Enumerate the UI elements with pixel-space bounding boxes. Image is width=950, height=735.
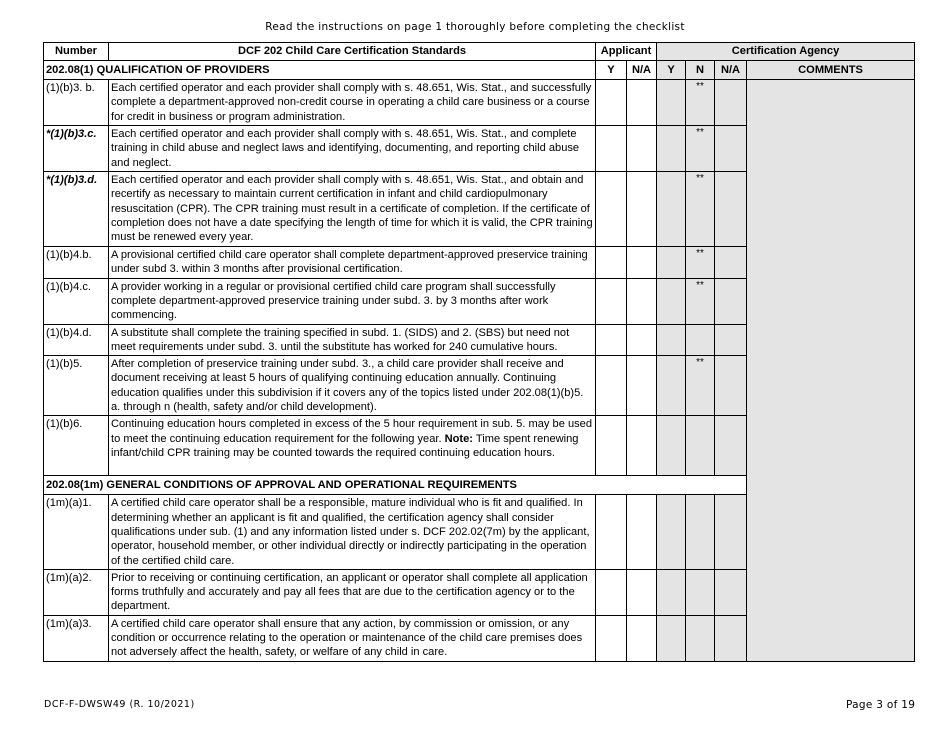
applicant-y-cell[interactable] bbox=[596, 126, 627, 172]
applicant-y-cell[interactable] bbox=[596, 278, 627, 324]
agency-y-cell[interactable] bbox=[657, 416, 686, 476]
applicant-na-cell[interactable] bbox=[627, 615, 657, 661]
agency-na-cell[interactable] bbox=[715, 172, 747, 247]
applicant-y-cell[interactable] bbox=[596, 569, 627, 615]
applicant-na-cell[interactable] bbox=[627, 569, 657, 615]
agency-n-cell[interactable] bbox=[686, 615, 715, 661]
agency-y-cell[interactable] bbox=[657, 80, 686, 126]
standard-text: A certified child care operator shall be a responsible, mature individual who is fit and qualified. In determining whether an applicant is fit and qualified, the certification agency shall consider qualifications under sub. (1) and any information listed under s. DCF 202.02(7m) by the applicant, operator, household member, or other individual directly or indirectly participating in the operation of the certified child care. bbox=[109, 495, 596, 569]
standard-text: Prior to receiving or continuing certification, an applicant or operator shall complete all application forms truthfully and accurately and pay all fees that are due to the certification agency or to the department. bbox=[109, 569, 596, 615]
applicant-y-cell[interactable] bbox=[596, 416, 627, 476]
agency-na-cell[interactable] bbox=[715, 416, 747, 476]
agency-y-cell[interactable] bbox=[657, 615, 686, 661]
agency-y-cell[interactable] bbox=[657, 172, 686, 247]
agency-na-cell[interactable] bbox=[715, 495, 747, 569]
standard-text: Each certified operator and each provider shall comply with s. 48.651, Wis. Stat., and successfully complete a department-approved non-credit course in operating a child care business or a course for credit in business or program administration. bbox=[109, 80, 596, 126]
section-heading-qualification: 202.08(1) QUALIFICATION OF PROVIDERS bbox=[44, 61, 596, 80]
agency-na-cell[interactable] bbox=[715, 324, 747, 356]
applicant-na-cell[interactable] bbox=[627, 126, 657, 172]
agency-na-cell[interactable] bbox=[715, 80, 747, 126]
standard-number: (1)(b)4.b. bbox=[44, 247, 109, 279]
standard-number: *(1)(b)3.c. bbox=[44, 126, 109, 172]
agency-na-header: N/A bbox=[715, 61, 747, 80]
agency-n-cell[interactable] bbox=[686, 495, 715, 569]
applicant-y-header: Y bbox=[596, 61, 627, 80]
comments-area[interactable] bbox=[747, 80, 915, 662]
applicant-na-cell[interactable] bbox=[627, 278, 657, 324]
agency-y-cell[interactable] bbox=[657, 495, 686, 569]
applicant-na-cell[interactable] bbox=[627, 247, 657, 279]
applicant-header: Applicant bbox=[596, 43, 657, 61]
agency-y-cell[interactable] bbox=[657, 324, 686, 356]
number-header: Number bbox=[44, 43, 109, 61]
certification-agency-header: Certification Agency bbox=[657, 43, 915, 61]
agency-n-cell[interactable] bbox=[686, 324, 715, 356]
agency-n-header: N bbox=[686, 61, 715, 80]
standard-number: (1m)(a)1. bbox=[44, 495, 109, 569]
standard-number: (1)(b)5. bbox=[44, 356, 109, 416]
comments-header: COMMENTS bbox=[747, 61, 915, 80]
agency-na-cell[interactable] bbox=[715, 278, 747, 324]
applicant-na-cell[interactable] bbox=[627, 416, 657, 476]
table-row bbox=[44, 80, 915, 126]
standard-text: Each certified operator and each provider shall comply with s. 48.651, Wis. Stat., and complete training in child abuse and neglect laws and identifying, documenting, and reporting child abuse and neglect. bbox=[109, 126, 596, 172]
standard-text: A substitute shall complete the training specified in subd. 1. (SIDS) and 2. (SBS) but need not meet requirements under subd. 3. until the substitute has worked for 240 cumulative hours. bbox=[109, 324, 596, 356]
standard-number: (1)(b)6. bbox=[44, 416, 109, 476]
agency-y-header: Y bbox=[657, 61, 686, 80]
standard-text: After completion of preservice training under subd. 3., a child care provider shall receive and document receiving at least 5 hours of qualifying continuing education annually. Continuing education qualifies under this subdivision if it covers any of the topics listed under 202.08(1)(b)5. a. through n (health, safety and/or child development). bbox=[109, 356, 596, 416]
standard-text: A certified child care operator shall ensure that any action, by commission or omission, or any condition or occurrence relating to the operation or maintenance of the child care premises does not adversely affect the health, safety, or welfare of any child in care. bbox=[109, 615, 596, 661]
agency-n-cell[interactable] bbox=[686, 569, 715, 615]
applicant-y-cell[interactable] bbox=[596, 356, 627, 416]
agency-n-cell[interactable]: ** bbox=[686, 80, 715, 126]
standard-text bbox=[109, 416, 596, 476]
agency-n-cell[interactable] bbox=[686, 416, 715, 476]
agency-n-cell[interactable]: ** bbox=[686, 247, 715, 279]
agency-n-cell[interactable]: ** bbox=[686, 278, 715, 324]
agency-y-cell[interactable] bbox=[657, 356, 686, 416]
certification-checklist-table bbox=[43, 42, 915, 662]
applicant-y-cell[interactable] bbox=[596, 495, 627, 569]
applicant-na-cell[interactable] bbox=[627, 324, 657, 356]
applicant-na-header: N/A bbox=[627, 61, 657, 80]
standards-header: DCF 202 Child Care Certification Standards bbox=[109, 43, 596, 61]
standard-number: (1m)(a)2. bbox=[44, 569, 109, 615]
applicant-na-cell[interactable] bbox=[627, 495, 657, 569]
instructions-note: Read the instructions on page 1 thoroughly before completing the checklist bbox=[265, 21, 685, 33]
agency-na-cell[interactable] bbox=[715, 569, 747, 615]
standard-number: (1)(b)4.d. bbox=[44, 324, 109, 356]
standard-text: Each certified operator and each provider shall comply with s. 48.651, Wis. Stat., and obtain and recertify as necessary to maintain current certification in infant and child cardiopulmonary resuscitation (CPR). The CPR training must result in a certificate of completion. If the certificate of completion does not have a date specifying the length of time for which it is valid, the CPR training must be renewed every year. bbox=[109, 172, 596, 247]
agency-y-cell[interactable] bbox=[657, 569, 686, 615]
standard-text: A provider working in a regular or provisional certified child care program shall successfully complete department-approved preservice training under subd. 3. by 3 months after work commencing. bbox=[109, 278, 596, 324]
agency-na-cell[interactable] bbox=[715, 615, 747, 661]
standard-number: (1)(b)4.c. bbox=[44, 278, 109, 324]
applicant-na-cell[interactable] bbox=[627, 172, 657, 247]
agency-y-cell[interactable] bbox=[657, 247, 686, 279]
form-identifier: DCF-F-DWSW49 (R. 10/2021) bbox=[44, 699, 195, 710]
agency-n-cell[interactable]: ** bbox=[686, 172, 715, 247]
applicant-y-cell[interactable] bbox=[596, 172, 627, 247]
applicant-y-cell[interactable] bbox=[596, 324, 627, 356]
standard-text-part: Time spent renewing infant/child CPR training may be counted towards the required continuing education hours. bbox=[111, 432, 579, 459]
agency-na-cell[interactable] bbox=[715, 126, 747, 172]
agency-y-cell[interactable] bbox=[657, 278, 686, 324]
applicant-y-cell[interactable] bbox=[596, 80, 627, 126]
standard-text-part: Continuing education hours completed in excess of the 5 hour requirement in sub. 5. may be used to meet the continuing education requirement for the following year. bbox=[111, 418, 593, 445]
standard-number: (1)(b)3. b. bbox=[44, 80, 109, 126]
applicant-na-cell[interactable] bbox=[627, 80, 657, 126]
agency-n-cell[interactable]: ** bbox=[686, 126, 715, 172]
applicant-y-cell[interactable] bbox=[596, 247, 627, 279]
applicant-na-cell[interactable] bbox=[627, 356, 657, 416]
standard-number: *(1)(b)3.d. bbox=[44, 172, 109, 247]
page-number: Page 3 of 19 bbox=[846, 699, 916, 711]
agency-y-cell[interactable] bbox=[657, 126, 686, 172]
agency-n-cell[interactable]: ** bbox=[686, 356, 715, 416]
standard-number: (1m)(a)3. bbox=[44, 615, 109, 661]
agency-na-cell[interactable] bbox=[715, 356, 747, 416]
standard-text: A provisional certified child care operator shall complete department-approved preservice training under subd 3. within 3 months after provisional certification. bbox=[109, 247, 596, 279]
note-label: Note: bbox=[444, 432, 473, 445]
section-heading-general-conditions: 202.08(1m) GENERAL CONDITIONS OF APPROVAL AND OPERATIONAL REQUIREMENTS bbox=[44, 476, 747, 495]
applicant-y-cell[interactable] bbox=[596, 615, 627, 661]
agency-na-cell[interactable] bbox=[715, 247, 747, 279]
